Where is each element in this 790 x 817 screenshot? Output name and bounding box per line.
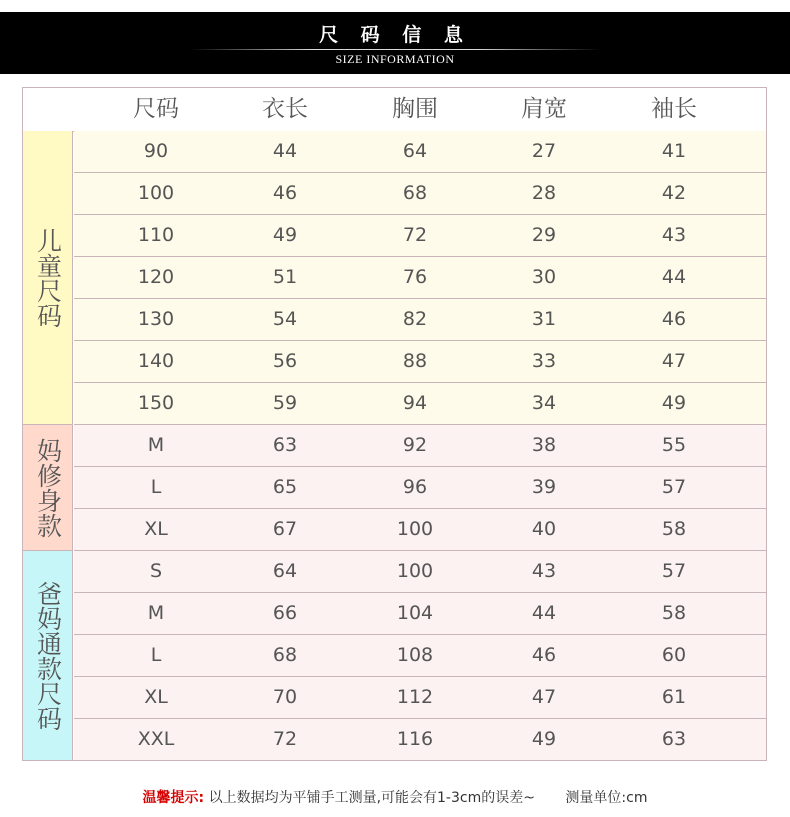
table-cell: 130: [137, 308, 175, 330]
table-row: [74, 257, 766, 299]
warning-label: 温馨提示:: [142, 790, 205, 806]
table-cell: 55: [661, 434, 687, 456]
group-column: [23, 131, 73, 425]
table-cell: M: [147, 434, 165, 456]
table-cell: 76: [402, 266, 428, 288]
table-cell: 68: [272, 644, 298, 666]
table-cell: 44: [661, 266, 687, 288]
table-cell: 38: [531, 434, 557, 456]
table-cell: 57: [661, 560, 687, 582]
group-column: [23, 551, 73, 761]
table-cell: 96: [402, 476, 428, 498]
table-cell: 64: [402, 140, 428, 162]
table-cell: 116: [396, 728, 434, 750]
column-header: 衣长: [262, 96, 308, 122]
table-cell: 59: [272, 392, 298, 414]
column-header: 尺码: [133, 96, 179, 122]
table-cell: 31: [531, 308, 557, 330]
table-cell: 46: [272, 182, 298, 204]
group-label: 儿童尺码: [33, 228, 63, 328]
table-row: [74, 425, 766, 467]
table-row: [74, 509, 766, 551]
table-cell: 82: [402, 308, 428, 330]
table-row: [74, 173, 766, 215]
table-cell: 46: [531, 644, 557, 666]
table-cell: 100: [396, 518, 434, 540]
table-cell: 46: [661, 308, 687, 330]
table-cell: 49: [531, 728, 557, 750]
table-cell: XL: [144, 686, 168, 708]
table-cell: M: [147, 602, 165, 624]
table-cell: 44: [531, 602, 557, 624]
table-cell: 100: [137, 182, 175, 204]
table-cell: XL: [144, 518, 168, 540]
table-cell: 100: [396, 560, 434, 582]
table-cell: 140: [137, 350, 175, 372]
table-cell: 72: [272, 728, 298, 750]
page-subtitle: SIZE INFORMATION: [335, 52, 455, 66]
table-cell: 120: [137, 266, 175, 288]
table-row: [74, 551, 766, 593]
table-cell: 57: [661, 476, 687, 498]
table-cell: 43: [661, 224, 687, 246]
table-cell: 39: [531, 476, 557, 498]
size-table: [22, 87, 767, 761]
group-label: 妈修身款: [33, 438, 63, 538]
table-cell: 28: [531, 182, 557, 204]
table-cell: 63: [661, 728, 687, 750]
table-cell: 42: [661, 182, 687, 204]
table-row: [74, 719, 766, 761]
table-cell: 41: [661, 140, 687, 162]
table-cell: L: [150, 644, 162, 666]
table-cell: 67: [272, 518, 298, 540]
table-row: [74, 131, 766, 173]
column-header: 肩宽: [521, 96, 567, 122]
table-cell: 33: [531, 350, 557, 372]
table-cell: 70: [272, 686, 298, 708]
table-cell: 43: [531, 560, 557, 582]
table-row: [74, 215, 766, 257]
unit-note: 测量单位:cm: [565, 790, 648, 806]
table-cell: 150: [137, 392, 175, 414]
table-cell: 88: [402, 350, 428, 372]
table-cell: 92: [402, 434, 428, 456]
table-cell: 56: [272, 350, 298, 372]
table-cell: 112: [396, 686, 434, 708]
table-cell: 61: [661, 686, 687, 708]
table-cell: 64: [272, 560, 298, 582]
table-cell: 34: [531, 392, 557, 414]
table-cell: 90: [143, 140, 169, 162]
table-cell: 58: [661, 518, 687, 540]
table-cell: 65: [272, 476, 298, 498]
table-cell: 47: [661, 350, 687, 372]
table-cell: 40: [531, 518, 557, 540]
table-cell: XXL: [137, 728, 175, 750]
table-row: [74, 467, 766, 509]
table-row: [74, 593, 766, 635]
table-row: [74, 299, 766, 341]
group-label: 爸妈通款尺码: [33, 581, 63, 731]
table-cell: 72: [402, 224, 428, 246]
table-cell: 49: [272, 224, 298, 246]
table-cell: 68: [402, 182, 428, 204]
table-cell: L: [150, 476, 162, 498]
table-cell: 94: [402, 392, 428, 414]
table-cell: 60: [661, 644, 687, 666]
table-cell: 51: [272, 266, 298, 288]
table-row: [74, 341, 766, 383]
table-cell: 104: [396, 602, 434, 624]
table-row: [74, 635, 766, 677]
measurement-note: 以上数据均为平铺手工测量,可能会有1-3cm的误差~: [208, 790, 535, 806]
table-cell: 58: [661, 602, 687, 624]
table-cell: 54: [272, 308, 298, 330]
footer-note: [0, 787, 790, 809]
table-row: [74, 677, 766, 719]
group-column: [23, 425, 73, 551]
table-cell: S: [149, 560, 163, 582]
table-cell: 44: [272, 140, 298, 162]
table-header: [23, 88, 766, 132]
table-cell: 63: [272, 434, 298, 456]
table-cell: 110: [137, 224, 175, 246]
column-header: 胸围: [392, 96, 438, 122]
page-title: 尺 码 信 息: [319, 24, 471, 46]
title-divider: [190, 49, 600, 50]
title-banner: [0, 12, 790, 74]
table-cell: 30: [531, 266, 557, 288]
column-header: 袖长: [651, 96, 697, 122]
table-cell: 27: [531, 140, 557, 162]
table-cell: 108: [396, 644, 434, 666]
table-cell: 49: [661, 392, 687, 414]
table-cell: 66: [272, 602, 298, 624]
table-cell: 47: [531, 686, 557, 708]
table-row: [74, 383, 766, 425]
table-cell: 29: [531, 224, 557, 246]
